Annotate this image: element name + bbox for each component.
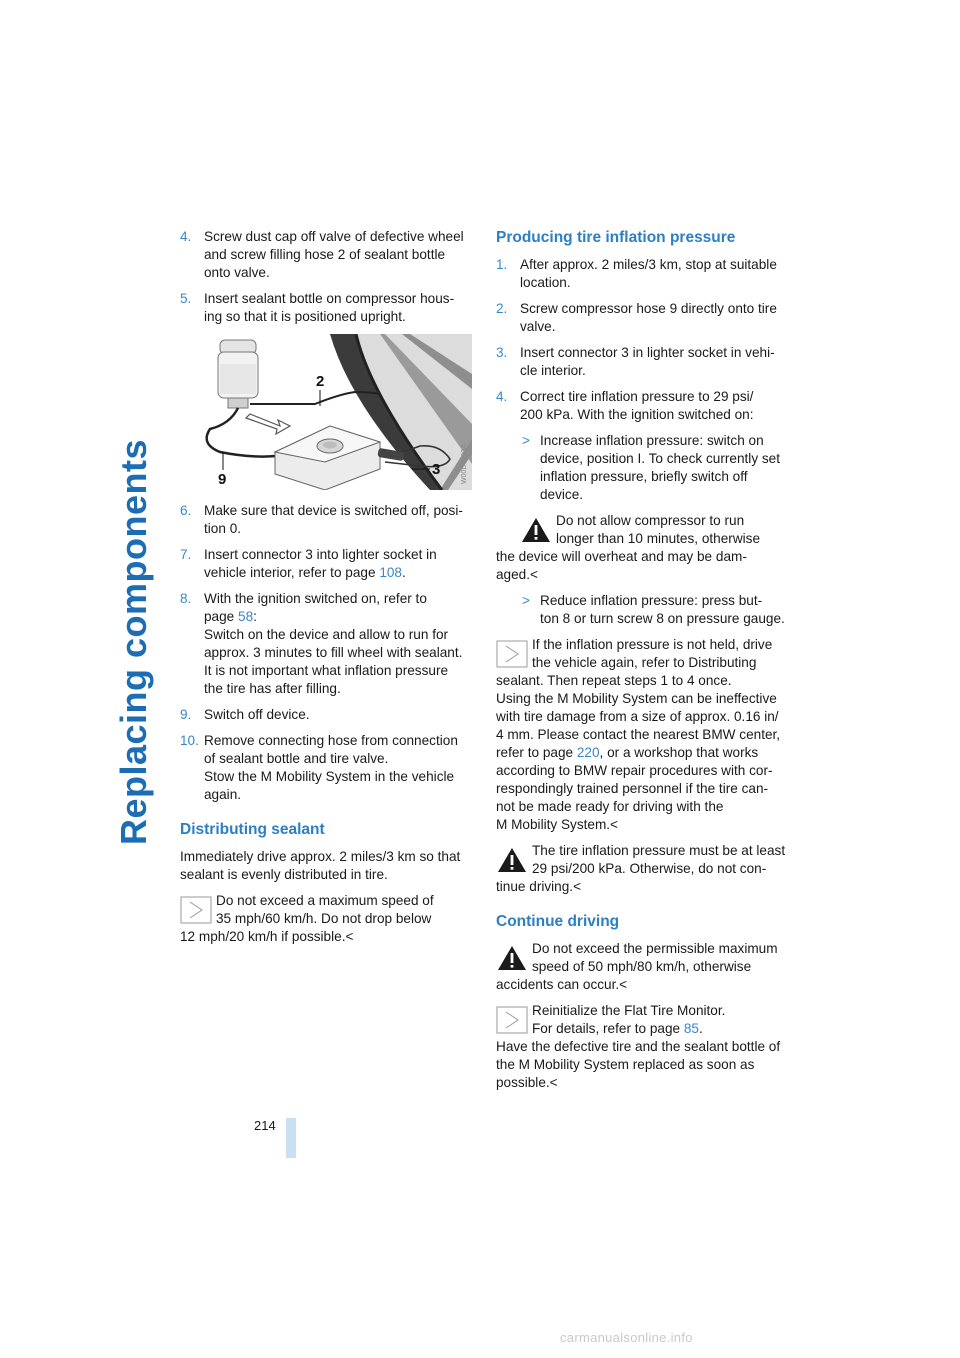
label-3: 3 <box>432 461 441 478</box>
page-number: 214 <box>254 1118 276 1133</box>
distributing-heading: Distributing sealant <box>180 821 325 838</box>
warning-max-speed: Do not exceed the permissible maximum speed of 50 mph/80 km/h, otherwise accidents can occur.< <box>496 941 778 992</box>
note-reinitialize: Reinitialize the Flat Tire Monitor. For details, refer to page 85. Have the defective tire and the sealant bottle of the M Mobility System replaced as soon as possible.< <box>496 1003 781 1090</box>
distributing-paragraph: Immediately drive approx. 2 miles/3 km so that sealant is evenly distributed in tire. <box>180 849 461 882</box>
note-speed: Do not exceed a maximum speed of 35 mph/60 km/h. Do not drop below 12 mph/20 km/h if possible.< <box>180 893 434 944</box>
warning-compressor: Do not allow compressor to run longer than 10 minutes, otherwise the device will overheat and may be dam- aged.< <box>496 513 761 582</box>
note-icon <box>180 896 212 924</box>
note-icon <box>496 1006 528 1034</box>
label-9: 9 <box>218 471 227 488</box>
step-4: 4. Screw dust cap off valve of defective wheel and screw filling hose 2 of sealant bottle onto valve. <box>180 229 464 280</box>
prod-step-4: 4. Correct tire inflation pressure to 29 psi/ 200 kPa. With the ignition switched on: <box>496 389 754 422</box>
warning-icon <box>520 516 552 544</box>
note-pressure-not-held: If the inflation pressure is not held, drive the vehicle again, refer to Distributing sealant. Then repeat steps 1 to 4 once. Using the M Mobility System can be ineffective with tire damage from a size of approx. 0.16 in/ 4 mm. Please contact the nearest BMW center, refer to page 220, or a workshop that works according to BMW repair procedures with cor- respondingly trained personnel if the tire can- not be made ready for driving with the M Mobility System.< <box>496 637 781 832</box>
warning-icon <box>496 944 528 972</box>
section-title: Replacing components <box>113 438 154 846</box>
compressor <box>275 426 380 490</box>
right-column <box>496 228 790 1100</box>
prod-step-3: 3. Insert connector 3 in lighter socket in vehi- cle interior. <box>496 345 775 378</box>
step-6: 6. Make sure that device is switched off, posi- tion 0. <box>180 503 463 536</box>
step-10: 10. Remove connecting hose from connection of sealant bottle and tire valve. Stow the M Mobility System in the vehicle again. <box>180 733 458 802</box>
label-2: 2 <box>316 373 325 390</box>
page-link-85[interactable]: 85 <box>683 1021 699 1036</box>
page-link-58[interactable]: 58 <box>238 609 254 624</box>
producing-heading: Producing tire inflation pressure <box>496 229 736 246</box>
step-8: 8. With the ignition switched on, refer to page 58: Switch on the device and allow to run for approx. 3 minutes to fill wheel with sealant. It is not important what inflation pressure the tire has after filling. <box>180 591 463 696</box>
mobility-system-illustration <box>180 334 472 490</box>
prod-step-1: 1. After approx. 2 miles/3 km, stop at suitable location. <box>496 257 777 290</box>
step-7: 7. Insert connector 3 into lighter socket in vehicle interior, refer to page 108. <box>180 547 437 580</box>
compressor-illustration <box>180 334 472 490</box>
step-5: 5. Insert sealant bottle on compressor hous- ing so that it is positioned upright. <box>180 291 455 324</box>
bullet-reduce: > Reduce inflation pressure: press but- ton 8 or turn screw 8 on pressure gauge. <box>522 593 785 626</box>
step-9: 9. Switch off device. <box>180 707 310 722</box>
watermark: carmanualsonline.info <box>560 1330 693 1345</box>
page-margin-bar <box>286 1118 296 1158</box>
page-link-220[interactable]: 220 <box>576 745 600 760</box>
warning-icon <box>496 846 528 874</box>
prod-step-2: 2. Screw compressor hose 9 directly onto tire valve. <box>496 301 777 334</box>
bullet-increase: > Increase inflation pressure: switch on device, position I. To check currently set inflation pressure, briefly switch off device. <box>522 433 781 502</box>
left-column <box>180 228 472 954</box>
figure-code: W00D6000A <box>461 444 468 484</box>
continue-heading: Continue driving <box>496 913 620 930</box>
warning-min-pressure: The tire inflation pressure must be at least 29 psi/200 kPa. Otherwise, do not con- tinue driving.< <box>496 843 786 894</box>
note-icon <box>496 640 528 668</box>
page-link-108[interactable]: 108 <box>379 565 402 580</box>
sealant-bottle <box>218 340 258 408</box>
section-title-vertical <box>112 232 156 1052</box>
